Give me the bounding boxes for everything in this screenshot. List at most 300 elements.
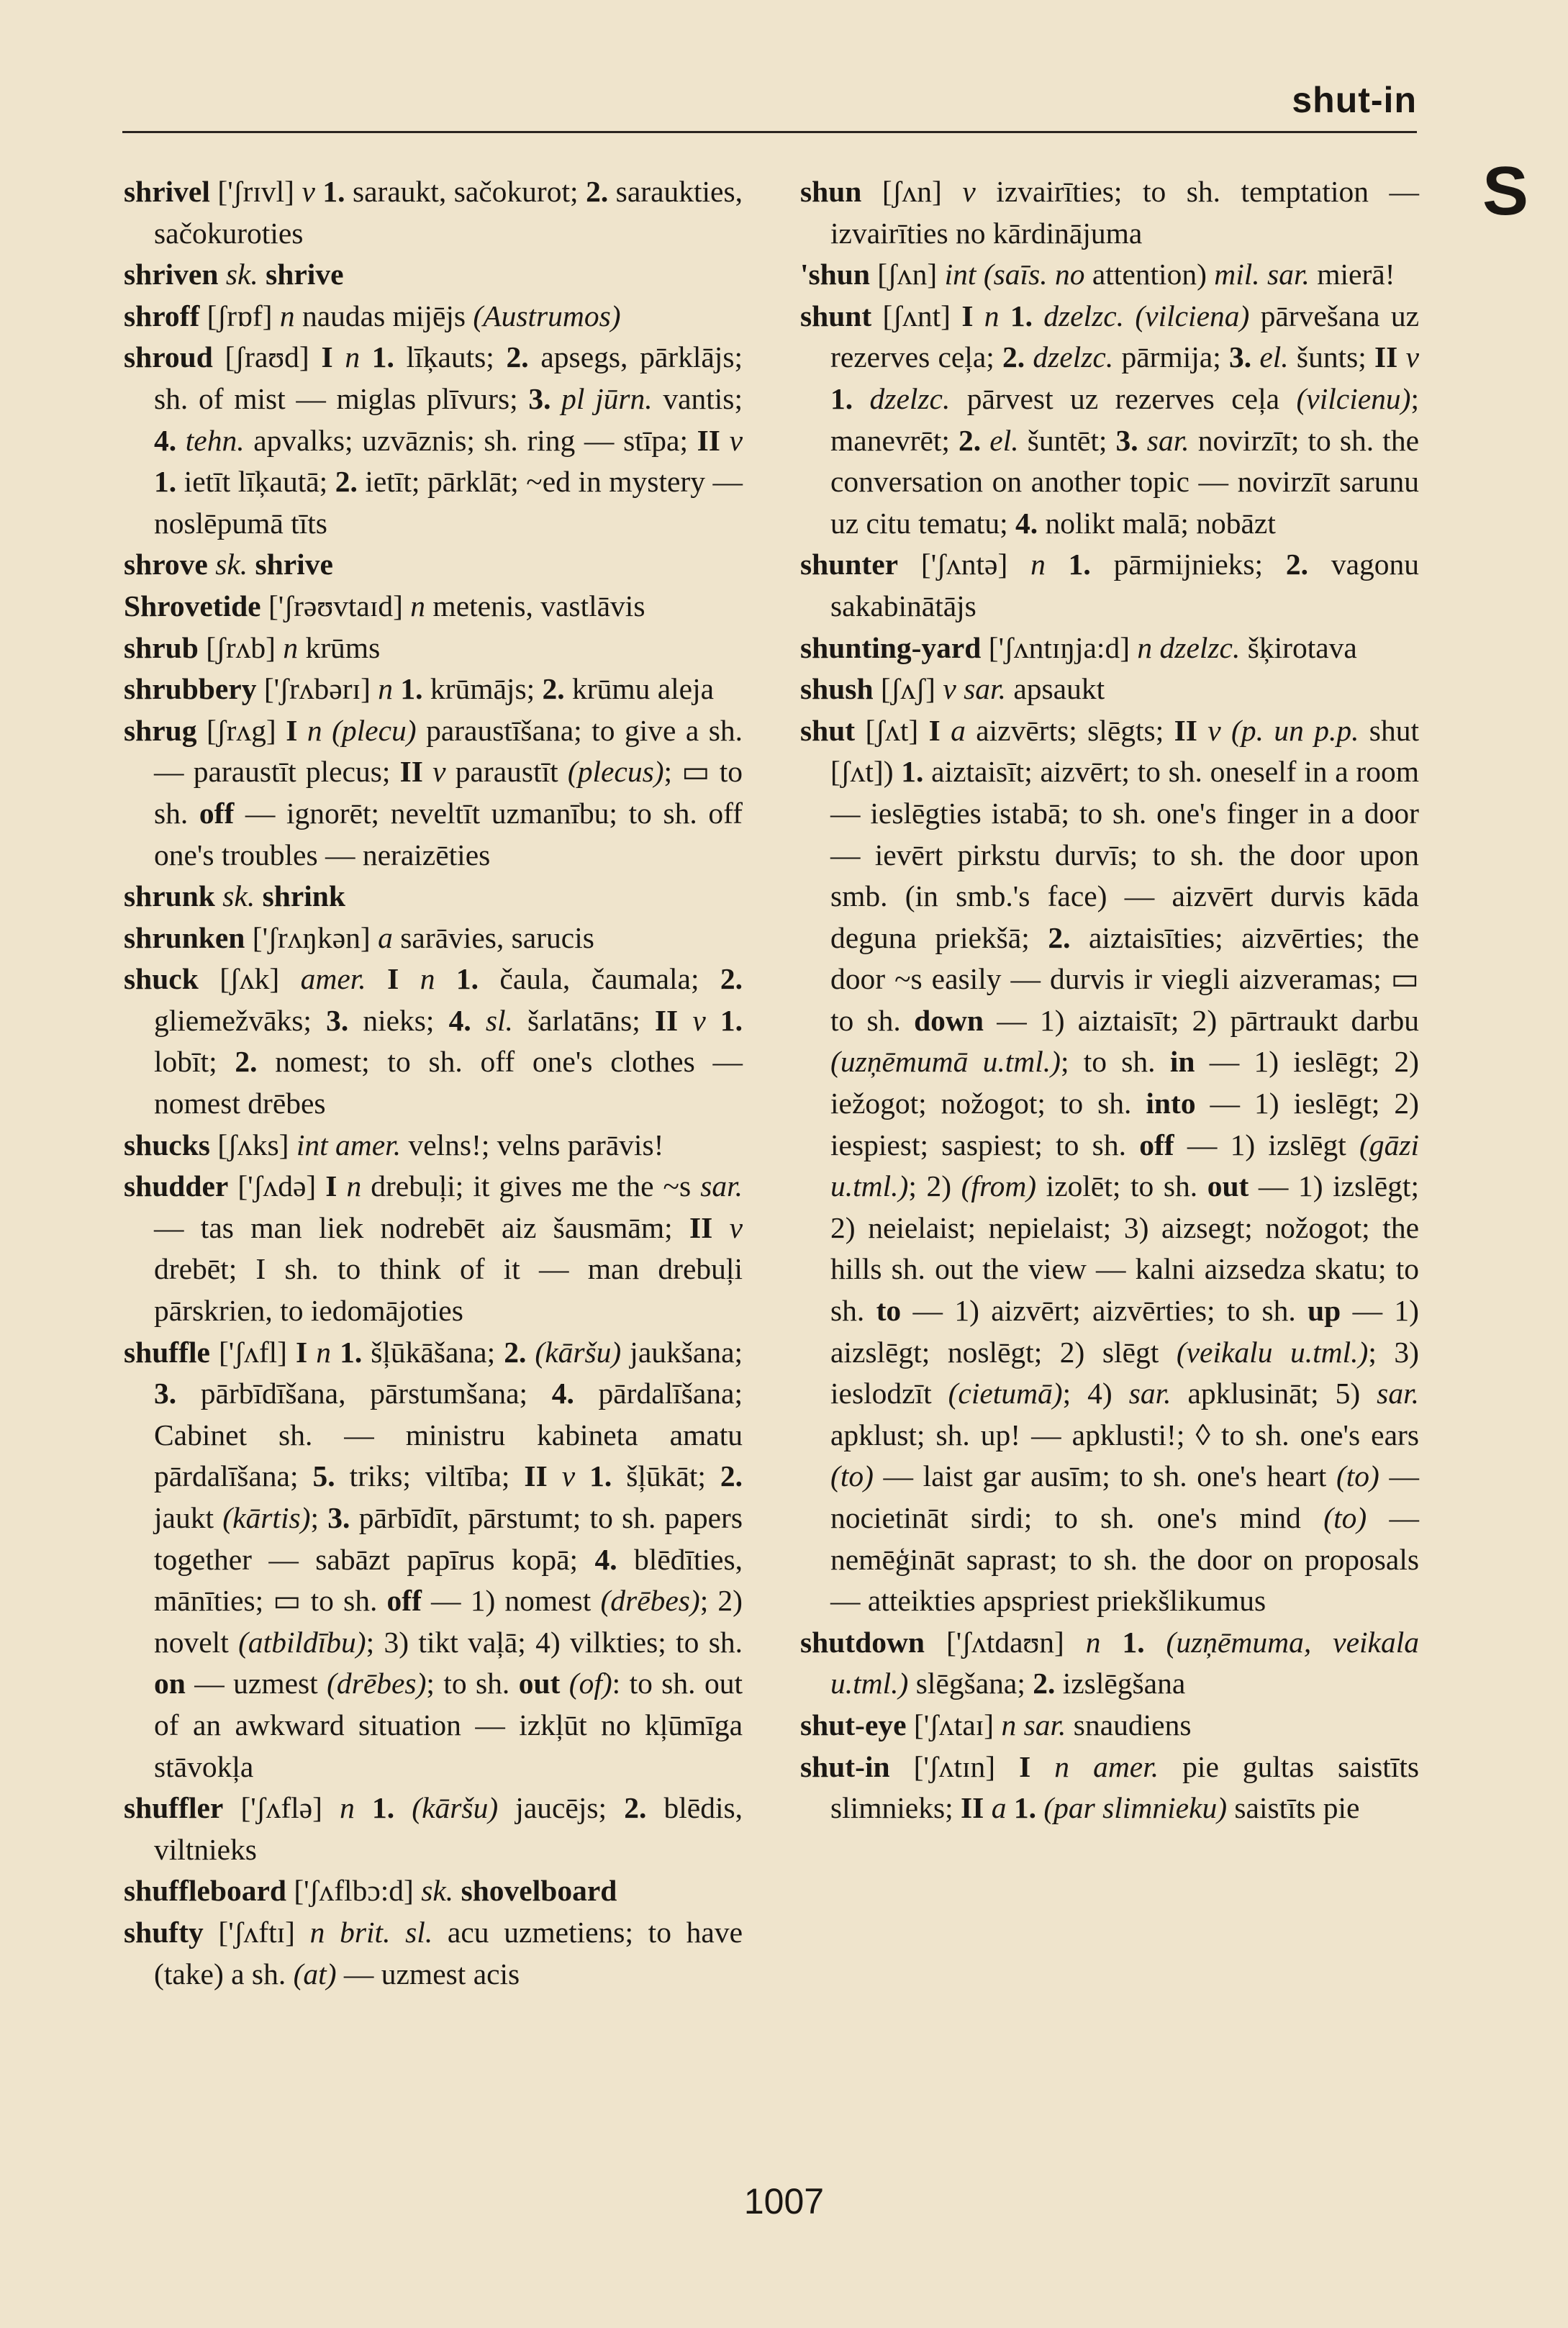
dictionary-entry — [124, 918, 743, 959]
grammar-label: (to) — [1323, 1501, 1367, 1534]
entry-text: ; to sh. — [426, 1667, 519, 1700]
entry-text: apsaukt — [1005, 672, 1105, 706]
dictionary-entry — [124, 586, 743, 628]
headword-text: I — [286, 713, 298, 747]
grammar-label: (uzņēmumā u.tml.) — [830, 1045, 1061, 1079]
entry-text: gliemežvāks; — [154, 1003, 327, 1037]
entry-text — [176, 424, 186, 457]
grammar-label: v — [561, 1459, 576, 1493]
entry-text: acu uzmetiens; to have (take) a sh. — [154, 1915, 743, 1990]
grammar-label: v — [962, 175, 976, 208]
grammar-label: sk. — [222, 879, 255, 913]
dictionary-entry — [800, 669, 1419, 710]
headword-text: shudder — [124, 1169, 229, 1203]
headword-text: II — [689, 1210, 713, 1244]
headword-text: shrove — [124, 548, 208, 581]
dictionary-entry — [124, 1125, 743, 1167]
dictionary-entry — [124, 296, 743, 338]
grammar-label: n — [340, 1791, 355, 1825]
grammar-label: dzelzc. (vilciena) — [1043, 299, 1250, 332]
grammar-label: (kārtis) — [222, 1501, 311, 1534]
headword-text: shutdown — [800, 1625, 925, 1659]
headword-text: shush — [800, 672, 874, 706]
headword-text: 4. — [594, 1542, 617, 1576]
entry-text: saraukties, sačokuroties — [154, 175, 743, 250]
grammar-label: sar. — [1128, 1377, 1172, 1410]
entry-text — [526, 1336, 535, 1369]
entry-text: [ʃʌʃ] — [873, 672, 943, 706]
entry-text: [ʃrʌb] — [198, 630, 284, 664]
entry-text: ['ʃʌflə] — [223, 1791, 340, 1825]
headword-text: 1. — [999, 299, 1033, 332]
entry-text: paraustīt — [445, 755, 568, 789]
headword-text: 1. — [830, 381, 853, 415]
headword-text: 3. — [1228, 340, 1252, 374]
headword-text: into — [1146, 1087, 1196, 1120]
entry-text: shut [ʃʌt]) — [830, 713, 1419, 789]
headword-text: shrive — [258, 258, 344, 291]
entry-text — [1036, 1791, 1043, 1824]
grammar-label: n — [410, 589, 426, 622]
entry-text: pārbīdīt, pārstumt; to sh. papers together — sabāzt papīrus kopā; — [154, 1501, 743, 1576]
entry-text: [ʃrɒf] — [199, 299, 280, 332]
entry-text: novirzīt; to sh. the conversation on another topic — novirzīt sarunu uz citu tematu; — [830, 423, 1419, 540]
headword-text: 3. — [154, 1377, 177, 1410]
headword-text: 2. — [542, 672, 565, 706]
entry-text: mierā! — [1309, 258, 1395, 291]
entry-text: — nocietināt sirdi; to sh. one's mind — [830, 1459, 1420, 1534]
headword-text: I — [1019, 1749, 1031, 1783]
dictionary-entry — [124, 171, 743, 254]
grammar-label: int (saīs. no — [944, 258, 1085, 291]
headword-text: shrivel — [124, 175, 210, 208]
grammar-label: n — [279, 299, 295, 332]
entry-text — [1197, 714, 1207, 747]
headword-text: shut-in — [800, 1749, 890, 1783]
grammar-label: n — [283, 630, 299, 664]
grammar-label: sar. — [1377, 1377, 1419, 1410]
grammar-label: sar. — [700, 1169, 743, 1203]
entry-text: izslēgšana — [1055, 1667, 1186, 1700]
headword-text: off — [199, 796, 235, 830]
entry-text: [ʃʌnt] — [871, 299, 962, 332]
headword-text: 2. — [506, 340, 529, 374]
entry-text: aiztaisīties; aizvērties; the door ~s easily — durvis ir viegli aizveramas; ▭ to sh. — [830, 920, 1419, 1037]
dictionary-entry — [124, 254, 743, 296]
grammar-label: n — [316, 1335, 332, 1369]
headword-text: shrive — [248, 548, 333, 581]
headword-text: off — [1139, 1128, 1174, 1161]
grammar-label: (of) — [568, 1667, 612, 1700]
entry-text: jaucējs; — [498, 1791, 625, 1825]
entry-text: nomest; to sh. off one's clothes — nomest drēbes — [154, 1045, 743, 1120]
entry-text: nieks; — [348, 1003, 449, 1037]
headword-text: shuffleboard — [124, 1874, 286, 1908]
thumb-index-letter: S — [1482, 153, 1528, 230]
grammar-label: n brit. sl. — [309, 1915, 433, 1949]
dictionary-entry — [124, 669, 743, 710]
entry-text: ['ʃrʌbərɪ] — [256, 672, 379, 706]
entry-text: pārdalīšana; Cabinet sh. — ministru kabineta amatu pārdalīšana; — [154, 1377, 743, 1493]
grammar-label: tehn. — [185, 423, 245, 457]
headword-text: 4. — [551, 1377, 574, 1410]
headword-text: 2. — [1285, 548, 1309, 581]
entry-text: ['ʃʌftɪ] — [203, 1915, 310, 1949]
dictionary-entry — [800, 628, 1419, 669]
headword-text: shriven — [124, 258, 219, 291]
headword-text: shroff — [124, 299, 200, 332]
dictionary-entry — [124, 1166, 743, 1331]
grammar-label: (uzņēmuma, veikala u.tml.) — [830, 1625, 1420, 1700]
entry-text: — 1) izslēgt; 2) neielaist; nepielaist; 3) aizsegt; nožogot; the hills sh. out the view — kalni aizsedza skatu; to sh. — [830, 1169, 1419, 1328]
entry-text — [981, 424, 989, 457]
grammar-label: n amer. — [1054, 1749, 1159, 1783]
entry-text: — uzmest acis — [336, 1957, 520, 1990]
entry-text: ['ʃʌtɪn] — [889, 1749, 1020, 1783]
grammar-label: n (plecu) — [307, 713, 417, 747]
entry-text: — tas man liek nodrebēt aiz šausmām; — [154, 1210, 689, 1244]
headword-text: 1. — [575, 1459, 612, 1493]
grammar-label: v — [302, 175, 315, 208]
entry-text — [1251, 340, 1259, 373]
headword-text: II — [697, 423, 720, 457]
headword-text: shunt — [800, 299, 872, 332]
grammar-label: int amer. — [296, 1128, 402, 1161]
entry-text: šļūkāšana; — [362, 1335, 504, 1369]
dictionary-entry — [124, 337, 743, 544]
headword-text: shovelboard — [453, 1874, 617, 1908]
entry-text — [307, 1336, 316, 1369]
headword-text: shroud — [124, 340, 213, 374]
header-rule — [122, 131, 1417, 133]
headword-text: II — [524, 1459, 548, 1493]
grammar-label: n — [1085, 1625, 1101, 1659]
entry-text: — nemēģināt saprast; to sh. the door on proposals — atteikties apspriest priekšlikumus — [830, 1501, 1420, 1618]
entry-text — [366, 962, 387, 995]
entry-text: nolikt malā; nobāzt — [1038, 506, 1276, 540]
entry-text: ; ▭ to sh. — [154, 755, 743, 830]
entry-text: ; 2) — [908, 1169, 961, 1203]
grammar-label: sar. — [1146, 423, 1189, 457]
headword-text: 4. — [1015, 506, 1038, 540]
headword-text: 'shun — [800, 258, 870, 291]
headword-text: to — [876, 1294, 902, 1328]
headword-text: out — [518, 1667, 561, 1700]
grammar-label: (at) — [293, 1957, 337, 1990]
dictionary-entry — [800, 710, 1419, 1622]
entry-text: [ʃʌks] — [209, 1128, 296, 1161]
entry-text — [1025, 340, 1033, 373]
headword-text: 2. — [720, 962, 743, 996]
page-number: 1007 — [743, 2181, 825, 2221]
headword-text: 2. — [720, 1459, 743, 1493]
dictionary-entry — [124, 1332, 743, 1788]
grammar-label: v — [1405, 340, 1420, 374]
headword-text: 1. — [1045, 548, 1091, 581]
grammar-label: v — [729, 1210, 743, 1244]
headword-text: 1. — [360, 340, 394, 374]
entry-text — [297, 714, 307, 747]
entry-text — [1030, 1750, 1054, 1783]
entry-text: ['ʃʌfl] — [209, 1335, 296, 1369]
entry-text: ['ʃʌtaɪ] — [906, 1708, 1002, 1742]
entry-text — [399, 962, 420, 995]
grammar-label: amer. — [300, 962, 366, 996]
grammar-label: (plecus) — [567, 755, 664, 789]
entry-text: ; — [310, 1501, 328, 1534]
dictionary-entry — [124, 876, 743, 918]
headword-text: I — [961, 299, 974, 332]
dictionary-entry — [124, 1912, 743, 1995]
grammar-label: v — [432, 755, 446, 789]
entry-text: velns!; velns parāvis! — [401, 1128, 664, 1161]
headword-text: shunter — [800, 548, 899, 581]
entry-text — [1397, 340, 1405, 373]
dictionary-entry — [800, 1747, 1419, 1829]
headword-text: II — [1174, 713, 1197, 747]
entry-text: — 1) ieslēgt; 2) iežogot; nožogot; to sh. — [830, 1045, 1419, 1120]
grammar-label: sk. — [225, 258, 258, 291]
grammar-label: sk. — [215, 548, 248, 581]
entry-text: — uzmest — [185, 1667, 327, 1700]
entry-text: — 1) izslēgt — [1174, 1128, 1359, 1161]
entry-text: [ʃraʊd] — [212, 340, 322, 374]
entry-text: — 1) aizvērt; aizvērties; to sh. — [901, 1294, 1308, 1328]
grammar-label: n sar. — [1001, 1708, 1066, 1742]
grammar-label: (gāzi u.tml.) — [830, 1128, 1419, 1203]
grammar-label: v — [729, 423, 743, 457]
headword-text: shut — [800, 713, 856, 747]
entry-text: ietīt līķautā; — [176, 465, 335, 499]
headword-text: 2. — [235, 1045, 258, 1079]
entry-text: šļūkāt; — [612, 1459, 720, 1493]
headword-text: 2. — [586, 175, 609, 208]
dictionary-entry — [800, 1622, 1419, 1705]
headword-text: 3. — [528, 381, 551, 415]
entry-text: līķauts; — [394, 340, 507, 374]
dictionary-entry — [800, 1705, 1419, 1747]
grammar-label: (to) — [1336, 1459, 1379, 1493]
grammar-label: n — [378, 672, 394, 706]
entry-text: šarlatāns; — [512, 1003, 655, 1037]
headword-text: 1. — [331, 1335, 363, 1369]
headword-text: I — [325, 1169, 337, 1203]
entry-text: ['ʃʌflbɔ:d] — [286, 1874, 422, 1908]
headword-text: 3. — [1115, 423, 1138, 457]
entry-text: pārvest uz rezerves ceļa — [950, 381, 1297, 415]
headword-text: 1. — [393, 672, 423, 706]
grammar-label: n — [420, 962, 435, 996]
headword-text: shrink — [255, 879, 345, 913]
grammar-label: v sar. — [943, 672, 1006, 706]
headword-text: shut-eye — [800, 1708, 907, 1742]
grammar-label: n — [346, 1169, 362, 1203]
entry-text: ['ʃrəʊvtaɪd] — [260, 589, 411, 622]
grammar-label: (vilcienu) — [1296, 381, 1411, 415]
grammar-label: (from) — [961, 1169, 1037, 1203]
entry-text: ietīt; pārklāt; ~ed in mystery — noslēpumā tīts — [154, 465, 743, 540]
grammar-label: n — [1030, 548, 1046, 581]
headword-text: I — [321, 340, 333, 374]
entry-text: ['ʃrɪvl] — [209, 175, 302, 208]
headword-text: 4. — [448, 1003, 471, 1037]
entry-text: — 1) aizslēgt; noslēgt; 2) slēgt — [830, 1294, 1419, 1369]
entry-text: krūmu aleja — [564, 672, 715, 706]
entry-text: blēdis, viltnieks — [154, 1791, 743, 1866]
entry-text — [720, 424, 730, 457]
entry-text — [394, 1791, 412, 1824]
entry-text: : to sh. out of an awkward situation — izkļūt no kļūmīga stāvokļa — [154, 1667, 743, 1783]
headword-text: 2. — [504, 1335, 527, 1369]
headword-text: out — [1207, 1169, 1249, 1203]
grammar-label: (veikalu u.tml.) — [1176, 1335, 1369, 1369]
entry-text: [ʃʌn] — [861, 175, 963, 208]
entry-text: — ignorēt; neveltīt uzmanību; to sh. off one's troubles — neraizēties — [154, 796, 743, 871]
entry-text: metenis, vastlāvis — [425, 589, 645, 622]
entry-text: krūmājs; — [422, 672, 543, 706]
entry-text: apklusināt; 5) — [1171, 1377, 1377, 1410]
headword-text: 1. — [314, 175, 345, 208]
headword-text: 1. — [354, 1791, 395, 1825]
entry-text: — laist gar ausīm; to sh. one's heart — [873, 1459, 1336, 1493]
running-head: shut-in — [1292, 80, 1417, 120]
entry-text: [ʃʌk] — [198, 962, 301, 996]
grammar-label: v (p. un p.p. — [1207, 713, 1359, 747]
entry-text: blēdīties, mānīties; ▭ to sh. — [154, 1542, 743, 1618]
dictionary-entry — [124, 959, 743, 1124]
dictionary-entry — [800, 296, 1419, 545]
headword-text: shufty — [124, 1915, 204, 1949]
headword-text: 1. — [1006, 1791, 1036, 1825]
headword-text: shrunk — [124, 879, 215, 913]
entry-text: saistīts pie — [1227, 1791, 1360, 1825]
entry-text — [853, 382, 869, 415]
dictionary-entry — [124, 628, 743, 669]
entry-text: pārvešana uz rezerves ceļa; — [830, 299, 1419, 374]
headword-text: 2. — [1033, 1667, 1056, 1700]
entry-text: attention) — [1084, 258, 1215, 291]
grammar-label: (kāršu) — [412, 1791, 499, 1825]
entry-text — [1033, 299, 1043, 332]
headword-text: 1. — [901, 755, 924, 789]
headword-text: shun — [800, 175, 862, 208]
headword-text: II — [654, 1003, 679, 1037]
headword-text: Shrovetide — [124, 589, 261, 622]
entry-text: ['ʃʌtdaʊn] — [925, 1625, 1086, 1659]
entry-text: paraustīšana; to give a sh. — paraustīt plecus; — [154, 713, 743, 789]
entry-text: — 1) nomest — [421, 1584, 601, 1618]
entry-text — [1145, 1626, 1166, 1659]
headword-text: 1. — [1100, 1625, 1145, 1659]
entry-text: pārbīdīšana, pārstumšana; — [176, 1377, 552, 1410]
entry-text: triks; viltība; — [335, 1459, 525, 1493]
headword-text: 1. — [435, 962, 479, 996]
entry-text — [550, 382, 561, 415]
entry-text: ; to sh. — [1060, 1045, 1170, 1079]
entry-text: snaudiens — [1066, 1708, 1192, 1742]
entry-text: ; 3) ieslodzīt — [830, 1335, 1419, 1410]
entry-text: [ʃʌt] — [855, 713, 929, 747]
headword-text: shrub — [124, 630, 199, 664]
headword-text: shuffle — [124, 1335, 210, 1369]
entry-text: aizvērts; slēgts; — [965, 713, 1174, 747]
headword-text: 2. — [624, 1791, 647, 1825]
headword-text: 2. — [959, 423, 982, 457]
entry-text: ; 3) tikt vaļā; 4) vilkties; to sh. — [366, 1625, 743, 1659]
headword-text: shuffler — [124, 1791, 224, 1825]
dictionary-entry — [800, 171, 1419, 254]
headword-text: down — [914, 1003, 984, 1037]
grammar-label: n — [984, 299, 1000, 332]
entry-text — [215, 879, 222, 912]
headword-text: 2. — [1048, 920, 1071, 954]
headword-text: II — [961, 1791, 984, 1825]
entry-text: šķirotava — [1240, 630, 1357, 664]
entry-text: ; manevrēt; — [830, 381, 1419, 457]
entry-text: pie gultas saistīts slimnieks; — [830, 1749, 1420, 1825]
entry-text: ['ʃʌntə] — [898, 548, 1031, 581]
headword-text: 3. — [326, 1003, 349, 1037]
grammar-label: (to) — [830, 1459, 874, 1493]
entry-text — [973, 299, 984, 332]
dictionary-entry — [124, 1870, 743, 1912]
dictionary-entry — [124, 1788, 743, 1870]
grammar-label: (cietumā) — [948, 1377, 1063, 1410]
grammar-label: n dzelzc. — [1137, 630, 1241, 664]
entry-text — [333, 340, 345, 373]
entry-text: pārmijnieks; — [1090, 548, 1286, 581]
grammar-label: pl jūrn. — [561, 381, 653, 415]
grammar-label: dzelzc. — [869, 381, 951, 415]
grammar-label: el. — [1259, 340, 1289, 374]
entry-text: ['ʃrʌŋkən] — [245, 920, 379, 954]
entry-text — [560, 1667, 568, 1700]
entry-text: izvairīties; to sh. temptation — izvairīties no kārdinājuma — [830, 175, 1419, 250]
entry-text: drebēt; I sh. to think of it — man drebuļi pārskrien, to iedomājoties — [154, 1252, 743, 1328]
grammar-label: sl. — [485, 1003, 513, 1037]
headword-text: on — [154, 1667, 186, 1700]
entry-text: apklust; sh. up! — apklusti!; ◊ to sh. one's ears — [830, 1418, 1419, 1451]
headword-text: 5. — [312, 1459, 335, 1493]
entry-text: naudas mijējs — [294, 299, 473, 332]
entry-text: krūms — [298, 630, 381, 664]
left-column — [124, 171, 743, 1995]
entry-text: [ʃrʌg] — [196, 713, 286, 747]
entry-text — [471, 1004, 486, 1037]
headword-text: 2. — [1002, 340, 1025, 374]
dictionary-entry — [124, 710, 743, 876]
headword-text: shuck — [124, 962, 199, 996]
headword-text: 4. — [154, 423, 177, 457]
entry-text: vantis; — [652, 381, 743, 415]
entry-text: apvalks; uzvāznis; sh. ring — stīpa; — [244, 423, 697, 457]
headword-text: shucks — [124, 1128, 210, 1161]
dictionary-entry — [800, 544, 1419, 627]
headword-text: 2. — [335, 465, 358, 499]
entry-text: pārmija; — [1113, 340, 1229, 374]
headword-text: shrug — [124, 713, 197, 747]
entry-text: lobīt; — [154, 1045, 235, 1079]
entry-text — [678, 1004, 692, 1037]
dictionary-entry — [124, 544, 743, 586]
entry-text: šuntēt; — [1018, 423, 1116, 457]
entry-text: [ʃʌn] — [869, 258, 945, 291]
grammar-label: (atbildību) — [238, 1625, 366, 1659]
grammar-label: (kāršu) — [535, 1335, 622, 1369]
entry-text — [1138, 424, 1147, 457]
entry-text: čaula, čaumala; — [478, 962, 720, 996]
headword-text: in — [1169, 1045, 1195, 1079]
